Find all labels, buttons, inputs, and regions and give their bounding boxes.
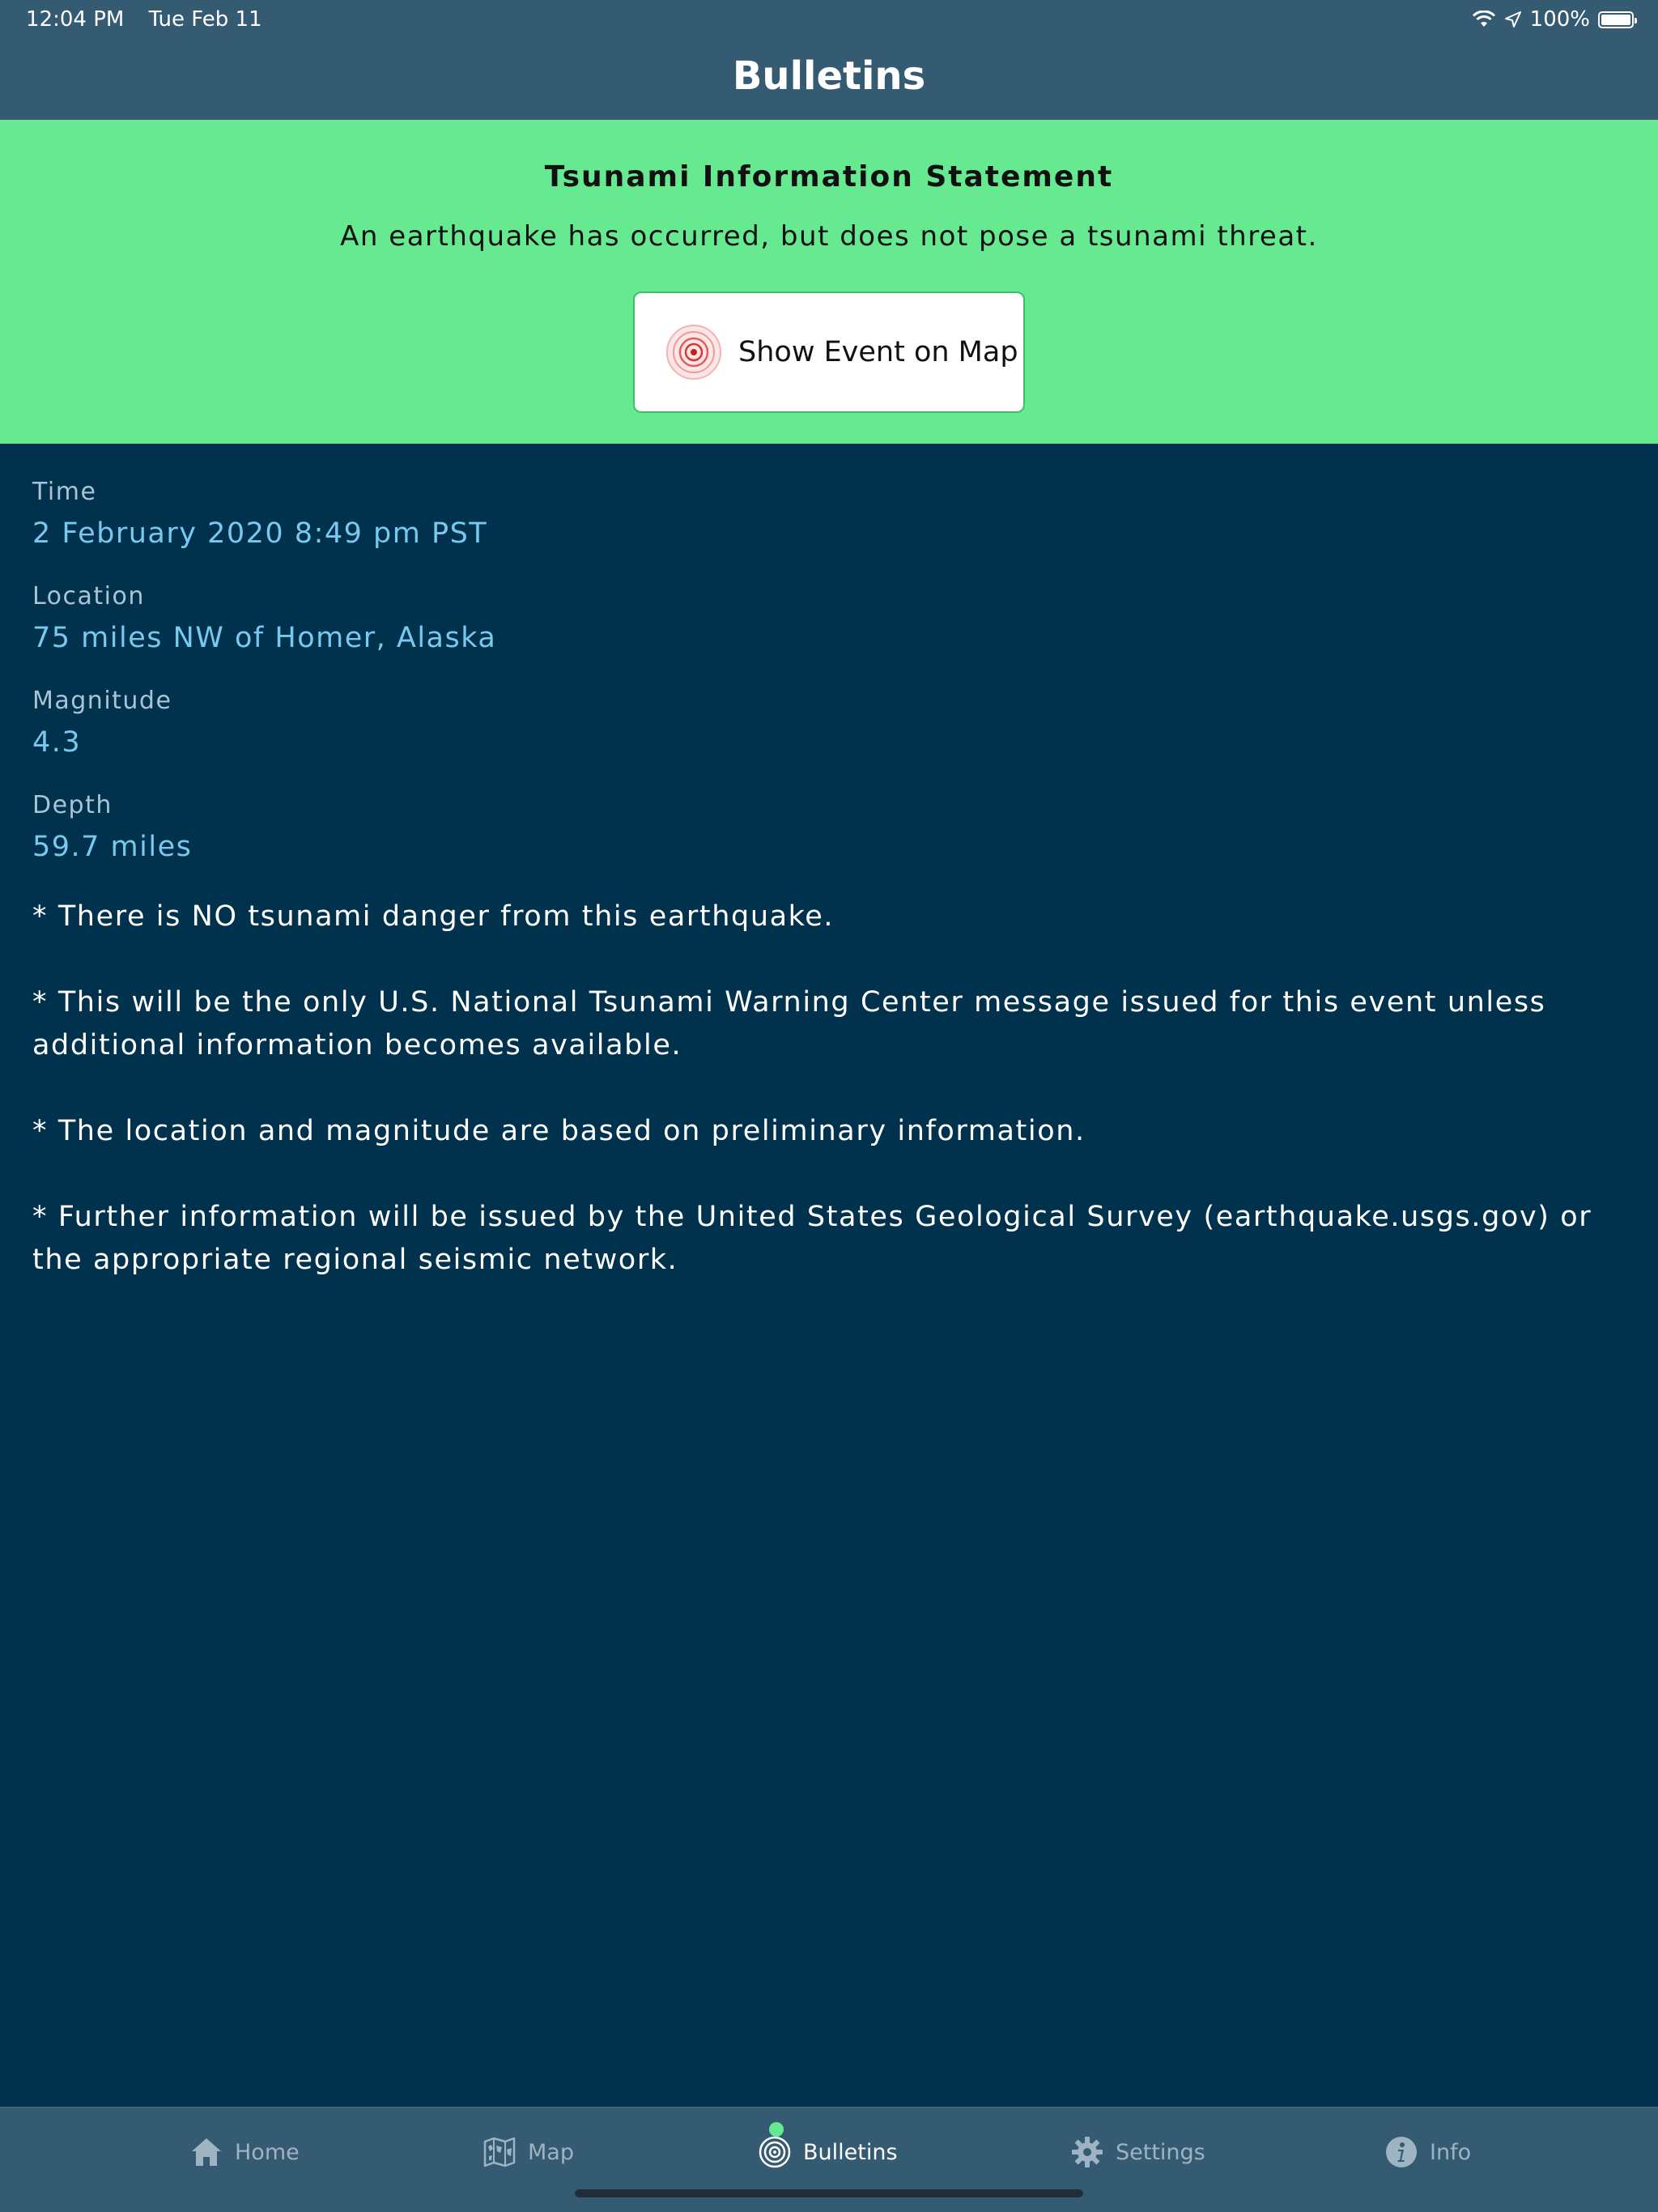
bulletin-paragraph: * This will be the only U.S. National Tsunami Warning Center message issued for this event unless additional information becomes available. [32,986,1546,1061]
bulletin-details [32,478,1619,1325]
battery-icon [1598,11,1634,28]
tab-label: Bulletins [803,2139,898,2165]
tab-label: Home [235,2139,300,2165]
status-bar [0,0,1658,39]
show-event-on-map-button[interactable] [633,291,1025,413]
detail-depth [32,791,1619,863]
bulletins-tab-icon-wrap [758,2135,792,2169]
status-time-date [26,7,262,32]
detail-label: Depth [32,791,113,819]
bulletins-target-icon [758,2135,792,2169]
map-icon [483,2135,517,2169]
epicenter-target-icon [665,324,722,381]
info-icon [1384,2135,1418,2169]
wifi-icon [1472,11,1496,28]
show-event-on-map-label: Show Event on Map [738,336,1018,368]
detail-value: 4.3 [32,726,82,759]
bulletin-paragraph: * Further information will be issued by the United States Geological Survey (earthquake.usgs.gov) or the appropriate regional seismic network. [32,1201,1592,1276]
tab-info[interactable] [1384,2128,1471,2176]
tab-settings[interactable] [1070,2128,1205,2176]
page-title: Bulletins [732,53,926,99]
bulletin-title: Tsunami Information Statement [544,160,1114,194]
tab-home[interactable] [189,2128,300,2176]
detail-magnitude [32,687,1619,759]
location-arrow-icon [1504,11,1522,28]
home-icon [189,2135,223,2169]
detail-label: Magnitude [32,687,172,715]
tab-map[interactable] [483,2128,574,2176]
navigation-bar [0,39,1658,120]
bulletin-text [32,895,1619,1282]
tab-bulletins[interactable] [758,2128,898,2176]
status-date: Tue Feb 11 [148,7,262,32]
new-bulletin-dot [769,2122,784,2137]
detail-value: 59.7 miles [32,831,193,863]
bulletin-paragraph: * There is NO tsunami danger from this earthquake. [32,900,835,933]
status-indicators [1472,7,1634,32]
home-indicator[interactable] [575,2189,1083,2197]
gear-icon [1070,2135,1104,2169]
detail-label: Location [32,582,145,610]
detail-value: 2 February 2020 8:49 pm PST [32,517,488,550]
bulletin-banner [0,120,1658,444]
tab-label: Map [528,2139,574,2165]
tab-label: Settings [1116,2139,1205,2165]
tab-label: Info [1430,2139,1472,2165]
detail-label: Time [32,478,97,506]
detail-value: 75 miles NW of Homer, Alaska [32,622,497,654]
detail-time [32,478,1619,550]
bulletin-paragraph: * The location and magnitude are based on preliminary information. [32,1115,1086,1147]
bulletin-summary: An earthquake has occurred, but does not pose a tsunami threat. [340,220,1318,253]
status-time: 12:04 PM [26,7,125,32]
detail-location [32,582,1619,654]
battery-percent: 100% [1529,7,1590,32]
